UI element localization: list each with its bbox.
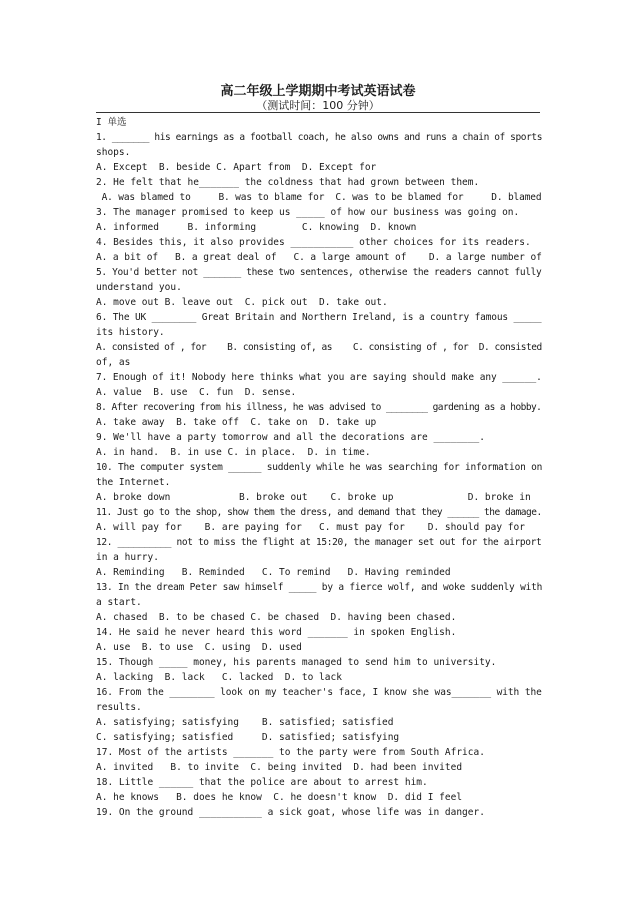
text-line: results. [96, 702, 142, 713]
text-line: 13. In the dream Peter saw himself _____ by a fierce wolf, and woke suddenly with [96, 582, 542, 593]
text-line: 3. The manager promised to keep us _____ of how our business was going on. [96, 207, 520, 218]
text-line: 8. After recovering from his illness, he was advised to ________ gardening as a hobby. [96, 402, 542, 413]
text-line: the Internet. [96, 477, 171, 488]
text-line: 15. Though _____ money, his parents managed to send him to university. [96, 657, 497, 668]
text-line: A. informed B. informing C. knowing D. known [96, 222, 417, 233]
text-line: A. take away B. take off C. take on D. take up [96, 417, 377, 428]
text-line: 16. From the ________ look on my teacher's face, I know she was_______ with the [96, 687, 542, 698]
text-line: A. consisted of , for B. consisting of, as C. consisting of , for D. consisted [96, 342, 542, 353]
text-line: A. value B. use C. fun D. sense. [96, 387, 297, 398]
text-line: 7. Enough of it! Nobody here thinks what you are saying should make any ______. [96, 372, 542, 383]
text-line: A. he knows B. does he know C. he doesn't know D. did I feel [96, 792, 463, 803]
text-line: A. a bit of B. a great deal of C. a large amount of D. a large number of [96, 252, 542, 263]
text-line: C. satisfying; satisfied D. satisfied; satisfying [96, 732, 400, 743]
text-line: 19. On the ground ___________ a sick goat, whose life was in danger. [96, 807, 485, 818]
text-line: A. lacking B. lack C. lacked D. to lack [96, 672, 342, 683]
section-heading: I 单选 [96, 117, 127, 128]
text-line: its history. [96, 327, 165, 338]
text-line: shops. [96, 147, 131, 158]
text-line: 5. You'd better not _______ these two sentences, otherwise the readers cannot fully [96, 267, 542, 278]
text-line: A. use B. to use C. using D. used [96, 642, 302, 653]
text-line: understand you. [96, 282, 182, 293]
text-line: of, as [96, 357, 131, 368]
header-divider [96, 112, 540, 113]
text-line: A. will pay for B. are paying for C. must pay for D. should pay for [96, 522, 525, 533]
text-line: A. satisfying; satisfying B. satisfied; satisfied [96, 717, 394, 728]
text-line: 17. Most of the artists _______ to the party were from South Africa. [96, 747, 485, 758]
text-line: A. in hand. B. in use C. in place. D. in time. [96, 447, 371, 458]
text-line: 11. Just go to the shop, show them the dress, and demand that they ______ the damage. [96, 507, 542, 518]
text-line: a start. [96, 597, 142, 608]
text-line: A. move out B. leave out C. pick out D. take out. [96, 297, 388, 308]
text-line: 2. He felt that he_______ the coldness that had grown between them. [96, 177, 480, 188]
exam-title: 高二年级上学期期中考试英语试卷 [220, 84, 416, 99]
text-line: A. broke down B. broke out C. broke up D. broke in [96, 492, 531, 503]
text-line: in a hurry. [96, 552, 159, 563]
text-line: 1. _______ his earnings as a football coach, he also owns and runs a chain of sports [96, 132, 542, 143]
question-body [96, 115, 542, 820]
text-line: A. Reminding B. Reminded C. To remind D. Having reminded [96, 567, 451, 578]
text-line: 14. He said he never heard this word _______ in spoken English. [96, 627, 457, 638]
text-line: A. chased B. to be chased C. be chased D. having been chased. [96, 612, 457, 623]
text-line: 4. Besides this, it also provides ___________ other choices for its readers. [96, 237, 531, 248]
text-line: 18. Little ______ that the police are about to arrest him. [96, 777, 428, 788]
text-line: A. Except B. beside C. Apart from D. Except for [96, 162, 377, 173]
text-line: A. invited B. to invite C. being invited D. had been invited [96, 762, 463, 773]
text-line: 10. The computer system ______ suddenly while he was searching for information on [96, 462, 542, 473]
exam-subtitle: （测试时间：100 分钟） [256, 99, 380, 112]
text-line: A. was blamed to B. was to blame for C. was to be blamed for D. blamed [96, 192, 542, 203]
text-line: 6. The UK ________ Great Britain and Northern Ireland, is a country famous _____ [96, 312, 542, 323]
text-line: 12. __________ not to miss the flight at 15:20, the manager set out for the airport [96, 537, 542, 548]
text-line: 9. We'll have a party tomorrow and all the decorations are ________. [96, 432, 485, 443]
